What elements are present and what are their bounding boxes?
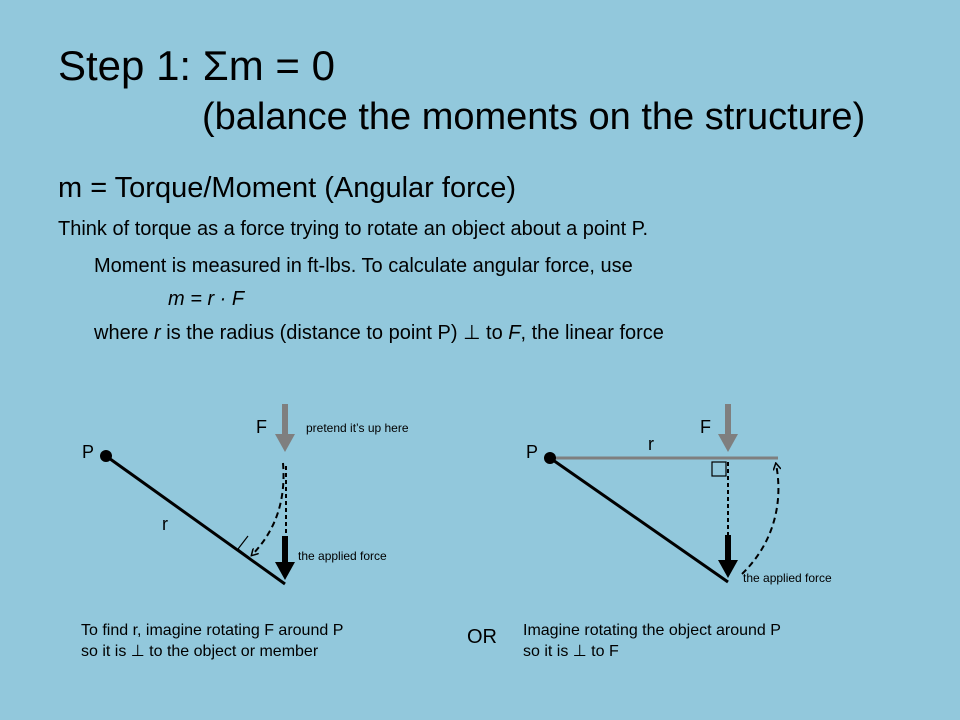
right-gray-arrow-head [718, 434, 738, 452]
right-point-label: P [526, 442, 539, 462]
right-force-note: the applied force [743, 571, 832, 585]
left-point-label: P [82, 442, 95, 462]
left-gray-arrow-head [275, 434, 295, 452]
right-pivot-point [544, 452, 556, 464]
left-diagram [82, 404, 409, 584]
left-note: pretend it’s up here [306, 421, 409, 435]
slide-title: Step 1: Σm = 0 [58, 42, 335, 89]
line4-r: r [154, 322, 161, 344]
line4-prefix: where [94, 322, 155, 344]
formula-text: m = r · F [168, 288, 245, 310]
right-caption-line1: Imagine rotating the object around P [523, 622, 781, 639]
left-force-label: F [256, 417, 267, 437]
line4-suffix: , the linear force [520, 322, 664, 344]
body-line-torque: Think of torque as a force trying to rotate an object about a point P. [58, 218, 648, 240]
section-heading: m = Torque/Moment (Angular force) [58, 172, 517, 204]
slide-title-subtitle: (balance the moments on the structure) [202, 96, 866, 138]
line4-middle: is the radius (distance to point P) ⊥ to [160, 322, 509, 344]
right-diagram [526, 404, 832, 585]
left-caption-line2: so it is ⊥ to the object or member [81, 643, 319, 660]
right-caption-line2: so it is ⊥ to F [523, 643, 619, 660]
left-force-note: the applied force [298, 549, 387, 563]
left-rotation-arc [252, 463, 284, 555]
line4-F: F [508, 322, 521, 344]
left-radius-label: r [162, 514, 168, 534]
right-member-line [550, 458, 728, 582]
right-force-label: F [700, 417, 711, 437]
right-caption [523, 620, 781, 662]
left-pivot-point [100, 450, 112, 462]
left-caption [81, 620, 343, 662]
right-rotation-arc [742, 464, 778, 574]
right-right-angle-mark [712, 462, 726, 476]
left-member-line [106, 456, 285, 584]
or-label: OR [467, 626, 497, 648]
body-line-moment-units: Moment is measured in ft-lbs. To calculate angular force, use [94, 255, 633, 277]
right-radius-label: r [648, 434, 654, 454]
left-caption-line1: To find r, imagine rotating F around P [81, 622, 344, 639]
